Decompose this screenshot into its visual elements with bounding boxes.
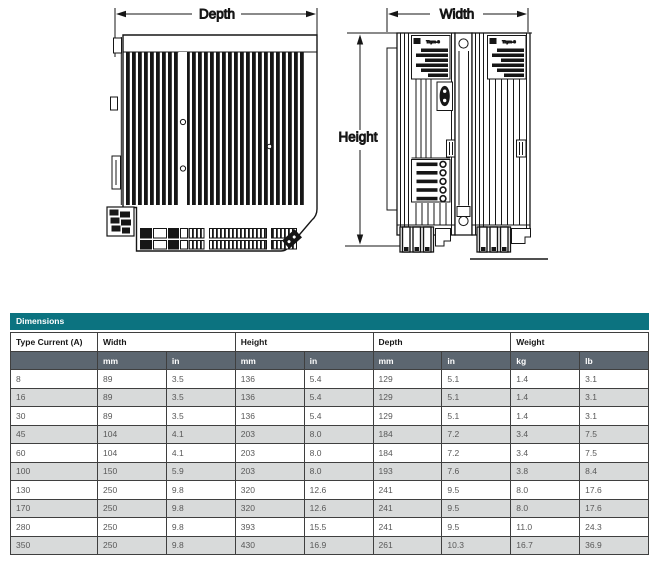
right-unit — [470, 33, 548, 259]
units-header-row — [11, 352, 649, 370]
brand-logo-icon — [490, 38, 497, 44]
table-cell: 5.9 — [166, 462, 235, 481]
table-cell: 5.4 — [304, 370, 373, 389]
table-row — [11, 444, 649, 463]
table-cell: 8.0 — [511, 499, 580, 518]
depth-label: Depth — [198, 6, 236, 22]
table-cell: 5.4 — [304, 388, 373, 407]
table-cell: 17.6 — [580, 499, 649, 518]
table-row — [11, 462, 649, 481]
table-cell: 1.4 — [511, 370, 580, 389]
unit-header: mm — [235, 352, 304, 370]
table-cell: 89 — [98, 407, 167, 426]
table-cell: 11.0 — [511, 518, 580, 537]
unit-header — [11, 352, 98, 370]
brand-logo-icon — [414, 38, 421, 44]
width-dimension-arrow — [387, 7, 528, 33]
front-view — [338, 7, 548, 260]
screw-hole — [267, 144, 271, 148]
table-cell: 136 — [235, 407, 304, 426]
side-connector-block — [107, 207, 134, 236]
table-cell: 3.5 — [166, 407, 235, 426]
device-label-plate — [412, 36, 451, 80]
table-cell: 9.8 — [166, 499, 235, 518]
mounting-hole — [459, 39, 468, 48]
table-cell: 3.5 — [166, 388, 235, 407]
oval-connector — [437, 82, 453, 111]
table-row — [11, 536, 649, 555]
table-head — [11, 333, 649, 370]
unit-header: in — [304, 352, 373, 370]
mounting-clip — [517, 140, 527, 157]
table-cell: 7.5 — [580, 444, 649, 463]
table-row — [11, 518, 649, 537]
table-cell: 104 — [98, 425, 167, 444]
table-cell: 250 — [98, 518, 167, 537]
table-cell: 5.1 — [442, 388, 511, 407]
table-cell: 9.5 — [442, 518, 511, 537]
table-cell: 89 — [98, 388, 167, 407]
din-rail-clips — [111, 38, 122, 189]
dimensions-table-section — [10, 313, 649, 555]
group-header-row — [11, 333, 649, 352]
table-cell: 7.6 — [442, 462, 511, 481]
table-cell: 45 — [11, 425, 98, 444]
column-group-header: Width — [98, 333, 236, 352]
heatsink-side-plate — [387, 48, 397, 210]
unit-header: in — [166, 352, 235, 370]
device-label: Thyro-S — [426, 40, 440, 44]
table-cell: 130 — [11, 481, 98, 500]
terminal-block — [477, 227, 511, 252]
screw-hole — [180, 166, 185, 171]
table-row — [11, 388, 649, 407]
table-cell: 9.8 — [166, 536, 235, 555]
table-cell: 16 — [11, 388, 98, 407]
table-cell: 9.5 — [442, 499, 511, 518]
table-cell: 5.1 — [442, 370, 511, 389]
table-cell: 170 — [11, 499, 98, 518]
table-cell: 1.4 — [511, 388, 580, 407]
table-cell: 3.5 — [166, 370, 235, 389]
column-group-header: Weight — [511, 333, 649, 352]
table-cell: 3.1 — [580, 388, 649, 407]
table-cell: 7.2 — [442, 425, 511, 444]
table-cell: 3.4 — [511, 444, 580, 463]
center-mounting-strip — [455, 33, 472, 235]
table-cell: 150 — [98, 462, 167, 481]
table-cell: 30 — [11, 407, 98, 426]
side-view — [107, 7, 317, 252]
table-row — [11, 425, 649, 444]
table-cell: 36.9 — [580, 536, 649, 555]
unit-header: kg — [511, 352, 580, 370]
table-cell: 3.1 — [580, 407, 649, 426]
table-title: Dimensions — [10, 313, 649, 330]
table-cell: 250 — [98, 499, 167, 518]
table-cell: 24.3 — [580, 518, 649, 537]
notch-bracket — [512, 229, 531, 244]
table-cell: 136 — [235, 370, 304, 389]
table-cell: 250 — [98, 536, 167, 555]
table-cell: 17.6 — [580, 481, 649, 500]
table-cell: 241 — [373, 481, 442, 500]
unit-header: mm — [98, 352, 167, 370]
table-cell: 9.5 — [442, 481, 511, 500]
table-cell: 193 — [373, 462, 442, 481]
table-cell: 241 — [373, 499, 442, 518]
unit-header: mm — [373, 352, 442, 370]
table-cell: 129 — [373, 370, 442, 389]
table-cell: 430 — [235, 536, 304, 555]
table-cell: 16.9 — [304, 536, 373, 555]
table-cell: 89 — [98, 370, 167, 389]
dimensions-table — [10, 332, 649, 555]
table-cell: 1.4 — [511, 407, 580, 426]
table-cell: 9.8 — [166, 481, 235, 500]
table-cell: 9.8 — [166, 518, 235, 537]
table-cell: 5.4 — [304, 407, 373, 426]
column-group-header: Height — [235, 333, 373, 352]
table-cell: 8.0 — [511, 481, 580, 500]
width-label: Width — [439, 6, 475, 22]
table-cell: 4.1 — [166, 444, 235, 463]
table-cell: 8.0 — [304, 444, 373, 463]
table-cell: 5.1 — [442, 407, 511, 426]
table-body — [11, 370, 649, 555]
table-cell: 241 — [373, 518, 442, 537]
table-cell: 104 — [98, 444, 167, 463]
table-cell: 320 — [235, 481, 304, 500]
table-cell: 129 — [373, 388, 442, 407]
table-cell: 15.5 — [304, 518, 373, 537]
table-cell: 261 — [373, 536, 442, 555]
table-row — [11, 407, 649, 426]
table-cell: 12.6 — [304, 481, 373, 500]
table-cell: 350 — [11, 536, 98, 555]
table-cell: 12.6 — [304, 499, 373, 518]
table-cell: 393 — [235, 518, 304, 537]
device-label-plate — [488, 36, 527, 80]
table-cell: 16.7 — [511, 536, 580, 555]
led-indicator-panel — [412, 160, 451, 203]
column-group-header: Type Current (A) — [11, 333, 98, 352]
table-cell: 203 — [235, 425, 304, 444]
table-cell: 8.0 — [304, 425, 373, 444]
table-cell: 320 — [235, 499, 304, 518]
table-cell: 7.5 — [580, 425, 649, 444]
column-group-header: Depth — [373, 333, 511, 352]
mounting-hole — [459, 216, 468, 225]
table-cell: 203 — [235, 444, 304, 463]
table-cell: 3.8 — [511, 462, 580, 481]
table-row — [11, 370, 649, 389]
table-cell: 4.1 — [166, 425, 235, 444]
device-label: Thyro-S — [502, 40, 516, 44]
table-cell: 250 — [98, 481, 167, 500]
unit-header: in — [442, 352, 511, 370]
screw-hole — [180, 119, 185, 124]
terminal-block — [400, 227, 434, 252]
table-cell: 3.4 — [511, 425, 580, 444]
table-cell: 136 — [235, 388, 304, 407]
table-cell: 60 — [11, 444, 98, 463]
table-cell: 280 — [11, 518, 98, 537]
height-label: Height — [338, 129, 378, 145]
table-row — [11, 499, 649, 518]
table-row — [11, 481, 649, 500]
table-cell: 129 — [373, 407, 442, 426]
unit-header: lb — [580, 352, 649, 370]
table-cell: 8 — [11, 370, 98, 389]
table-cell: 10.3 — [442, 536, 511, 555]
table-cell: 184 — [373, 425, 442, 444]
table-cell: 7.2 — [442, 444, 511, 463]
heatsink-fins — [126, 52, 305, 205]
left-unit — [397, 33, 456, 252]
table-cell: 203 — [235, 462, 304, 481]
table-cell: 100 — [11, 462, 98, 481]
table-cell: 8.0 — [304, 462, 373, 481]
table-cell: 3.1 — [580, 370, 649, 389]
table-cell: 184 — [373, 444, 442, 463]
notch-bracket — [436, 229, 451, 247]
table-cell: 8.4 — [580, 462, 649, 481]
